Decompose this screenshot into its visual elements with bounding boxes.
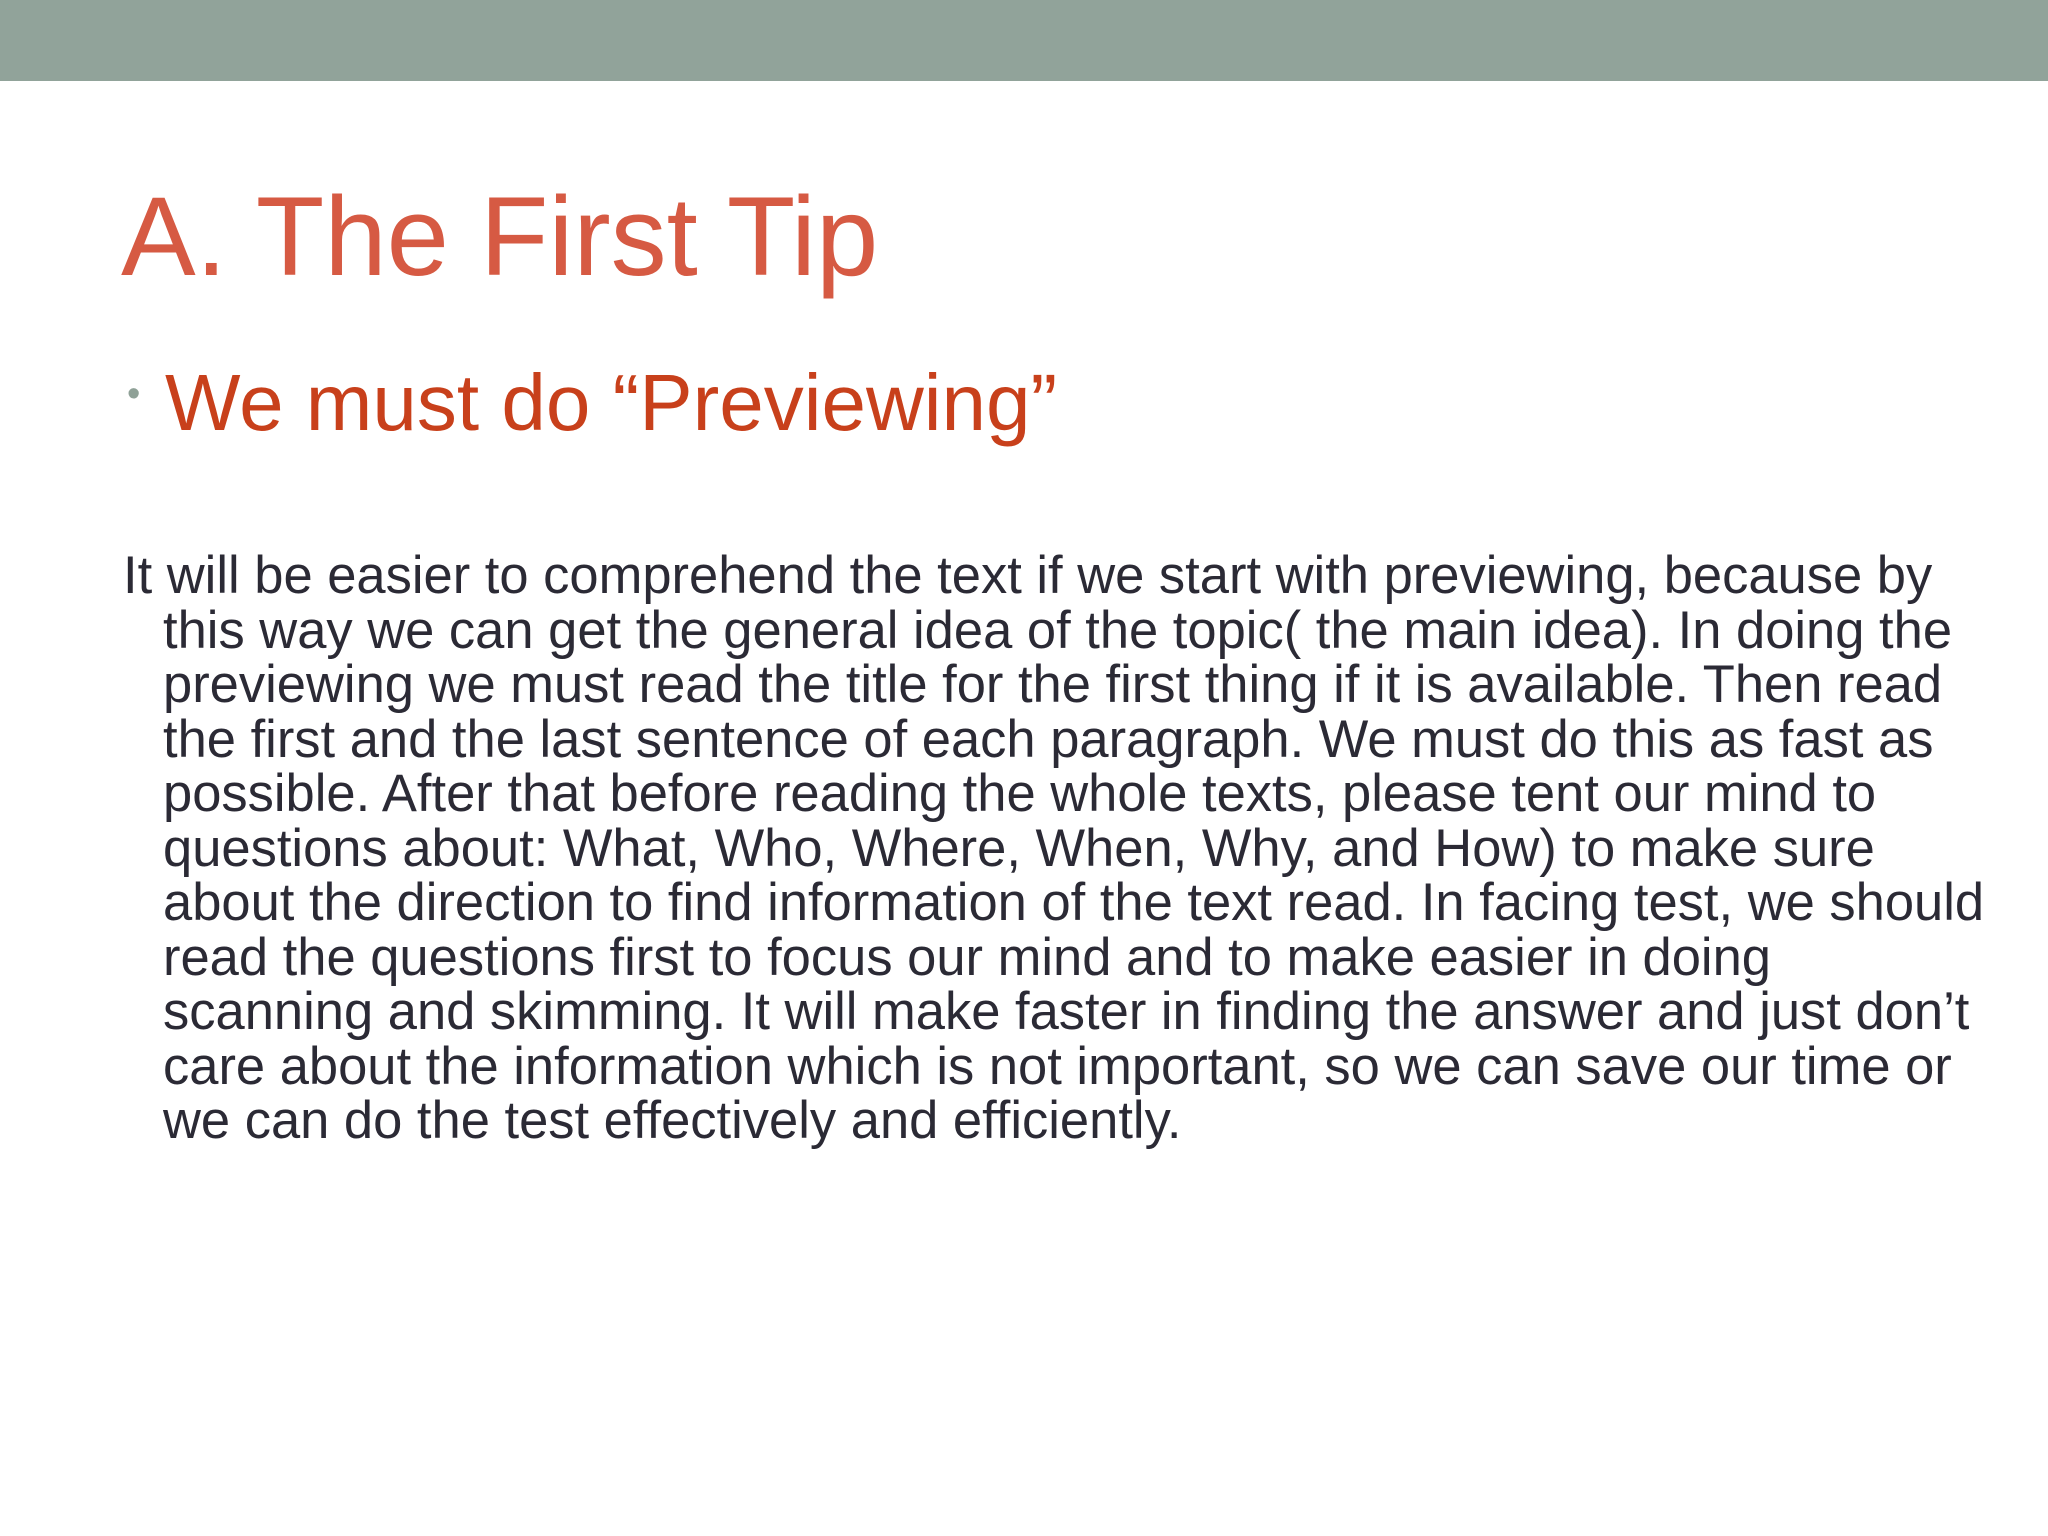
body-paragraph: It will be easier to comprehend the text if we start with previewing, because by this way we can get the general idea of the topic( the main idea). In doing the previewing we must read the title for the first thing if it is available. Then read the first and the last sentence of each paragraph. We must do this as fast as possible. After that before reading the whole texts, please tent our mind to questions about: What, Who, Where, When, Why, and How) to make sure about the direction to find information of the text read. In facing test, we should read the questions first to focus our mind and to make easier in doing scanning and skimming. It will make faster in finding the answer and just don’t care about the information which is not important, so we can save our time or we can do the test effectively and efficiently. <box>123 546 1985 1150</box>
bullet-item <box>127 358 1057 448</box>
bullet-text: We must do “Previewing” <box>165 358 1058 447</box>
slide-title: A. The First Tip <box>121 174 879 299</box>
top-accent-bar <box>0 0 2048 81</box>
bullet-marker: • <box>127 373 141 415</box>
